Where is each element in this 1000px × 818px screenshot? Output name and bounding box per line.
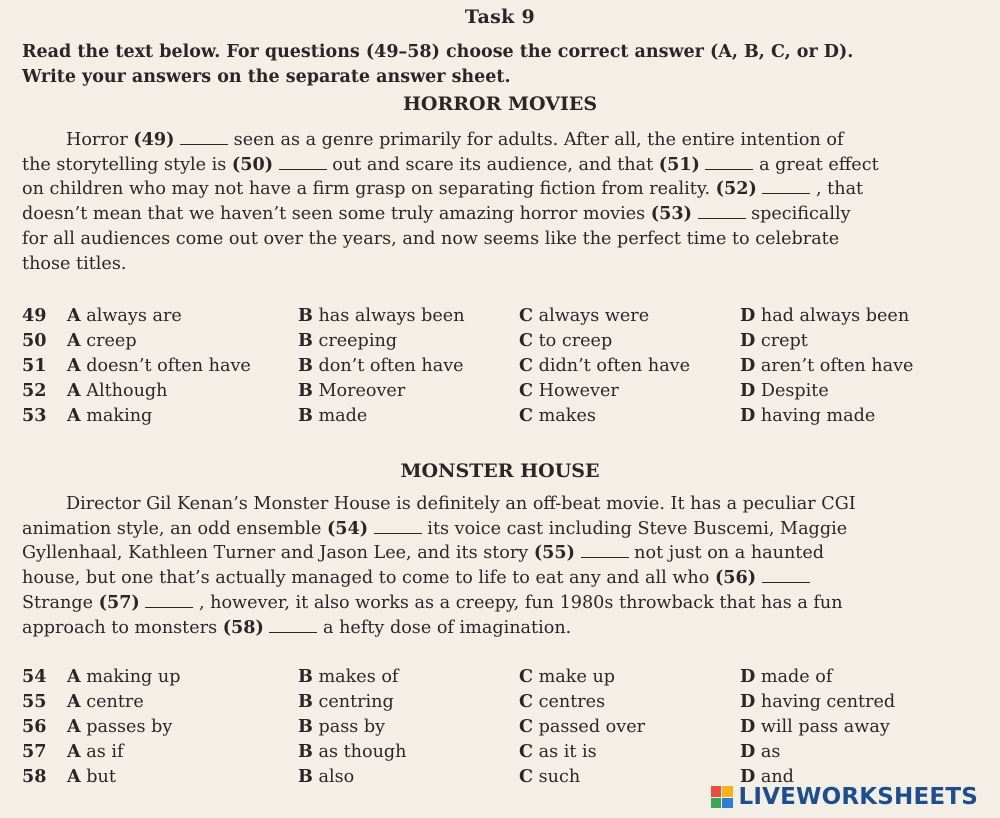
question-number: 57 xyxy=(22,741,47,762)
question-number-marker: (53) xyxy=(650,203,692,225)
question-number: 52 xyxy=(22,380,47,401)
option-letter: B xyxy=(298,380,313,401)
passage-text: a great effect xyxy=(753,154,879,175)
option-text: made xyxy=(318,406,368,426)
passage-text: those titles. xyxy=(22,253,127,274)
option-letter: C xyxy=(519,691,534,712)
option-letter: C xyxy=(519,741,534,762)
passage-text: out and scare its audience, and that xyxy=(326,154,659,175)
option-c[interactable] xyxy=(519,766,580,787)
passage-text: , however, it also works as a creepy, fun 1980s throwback that has a fun xyxy=(193,592,843,613)
passage-text: Strange xyxy=(22,592,99,613)
option-d[interactable] xyxy=(740,405,875,426)
option-c[interactable] xyxy=(519,716,645,737)
option-text: creep xyxy=(86,331,137,351)
liveworksheets-logo-icon xyxy=(711,786,733,808)
passage-text: Horror xyxy=(66,130,134,150)
option-text: don’t often have xyxy=(318,356,464,376)
task-title: Task 9 xyxy=(464,6,536,28)
question-number: 49 xyxy=(22,305,47,326)
instruction-line: Read the text below. For questions (49–58) choose the correct answer (A, B, C, or D). xyxy=(22,42,854,62)
options-horror xyxy=(22,305,982,430)
option-text: having centred xyxy=(760,692,896,712)
option-a[interactable] xyxy=(67,305,182,326)
option-letter: A xyxy=(67,405,81,426)
question-row xyxy=(22,666,982,691)
option-letter: A xyxy=(67,666,81,687)
option-letter: A xyxy=(67,380,81,401)
option-letter: B xyxy=(298,716,313,737)
section-heading-monster-house: MONSTER HOUSE xyxy=(400,460,600,482)
brand-watermark xyxy=(711,782,978,812)
option-text: as it is xyxy=(538,742,597,762)
option-text: has always been xyxy=(318,306,465,326)
passage-line xyxy=(22,517,968,542)
option-text: centring xyxy=(318,692,394,712)
option-d[interactable] xyxy=(740,305,909,326)
question-number-marker: (55) xyxy=(533,542,575,564)
option-a[interactable] xyxy=(67,741,124,762)
option-text: centre xyxy=(86,692,144,712)
question-number: 53 xyxy=(22,405,47,426)
option-text: centres xyxy=(538,692,606,712)
answer-blank xyxy=(279,155,327,170)
question-number: 58 xyxy=(22,766,47,787)
option-letter: A xyxy=(67,741,81,762)
option-letter: B xyxy=(298,666,313,687)
option-c[interactable] xyxy=(519,330,612,351)
option-letter: C xyxy=(519,355,534,376)
question-number-marker: (56) xyxy=(714,567,757,589)
option-text: always were xyxy=(538,306,650,326)
option-b[interactable] xyxy=(298,305,465,326)
question-row xyxy=(22,405,982,430)
section-heading-horror: HORROR MOVIES xyxy=(402,93,598,115)
question-number: 54 xyxy=(22,666,47,687)
option-c[interactable] xyxy=(519,741,597,762)
options-monster-house xyxy=(22,666,982,791)
question-number-marker: (50) xyxy=(231,153,274,175)
passage-text: not just on a haunted xyxy=(628,543,825,564)
option-text: didn’t often have xyxy=(538,356,691,376)
option-letter: B xyxy=(298,405,313,426)
option-c[interactable] xyxy=(519,305,649,326)
option-text: making xyxy=(86,406,153,426)
option-letter: C xyxy=(519,380,534,401)
option-text: passes by xyxy=(86,717,173,737)
question-number-marker: (49) xyxy=(133,129,175,150)
option-b[interactable] xyxy=(298,766,354,787)
passage-text: specifically xyxy=(745,204,851,225)
answer-blank xyxy=(762,179,810,194)
option-a[interactable] xyxy=(67,380,168,401)
instruction-line: Write your answers on the separate answer sheet. xyxy=(22,67,511,87)
passage-text: animation style, an odd ensemble xyxy=(22,518,327,539)
option-letter: B xyxy=(298,691,313,712)
option-d[interactable] xyxy=(740,380,829,401)
passage-text: on children who may not have a firm grasp on separating fiction from reality. xyxy=(22,179,716,200)
passage-line xyxy=(22,177,968,202)
option-text: made of xyxy=(760,667,833,687)
option-text: and xyxy=(760,767,794,787)
option-text: will pass away xyxy=(760,717,890,737)
option-text: also xyxy=(318,767,355,787)
option-d[interactable] xyxy=(740,716,890,737)
option-letter: B xyxy=(298,305,313,326)
option-letter: D xyxy=(740,380,756,401)
option-letter: A xyxy=(67,330,81,351)
option-d[interactable] xyxy=(740,691,895,712)
option-a[interactable] xyxy=(67,716,172,737)
option-text: creeping xyxy=(318,331,398,351)
option-a[interactable] xyxy=(67,405,152,426)
option-letter: D xyxy=(740,305,756,326)
question-number-marker: (52) xyxy=(715,178,757,200)
option-letter: C xyxy=(519,666,534,687)
option-letter: A xyxy=(67,691,81,712)
passage-line xyxy=(22,616,968,641)
passage-text: Director Gil Kenan’s Monster House is definitely an off-beat movie. It has a peculiar CGI xyxy=(66,494,856,514)
option-text: doesn’t often have xyxy=(86,356,251,376)
answer-blank xyxy=(698,204,746,219)
passage-text: , that xyxy=(810,179,864,200)
passage-line xyxy=(22,252,968,277)
option-text: making up xyxy=(86,667,181,687)
instructions xyxy=(22,40,972,90)
passage-text: the storytelling style is xyxy=(22,154,232,175)
passage-text: a hefty dose of imagination. xyxy=(317,617,572,638)
option-letter: C xyxy=(519,766,534,787)
option-d[interactable] xyxy=(740,355,913,376)
option-text: such xyxy=(538,767,581,787)
option-text: Moreover xyxy=(318,381,406,401)
option-d[interactable] xyxy=(740,741,780,762)
question-row xyxy=(22,691,982,716)
option-letter: A xyxy=(67,305,81,326)
passage-line xyxy=(22,591,968,616)
question-row xyxy=(22,741,982,766)
option-c[interactable] xyxy=(519,380,619,401)
option-text: make up xyxy=(538,667,616,687)
option-letter: D xyxy=(740,691,756,712)
option-b[interactable] xyxy=(298,380,405,401)
option-letter: D xyxy=(740,405,756,426)
answer-blank xyxy=(705,155,753,170)
option-text: makes xyxy=(538,406,596,426)
answer-blank xyxy=(180,130,228,145)
passage-line xyxy=(22,492,968,517)
option-c[interactable] xyxy=(519,691,605,712)
passage-monster-house xyxy=(22,492,968,640)
option-letter: D xyxy=(740,741,756,762)
option-b[interactable] xyxy=(298,741,407,762)
option-a[interactable] xyxy=(67,666,181,687)
question-number-marker: (57) xyxy=(98,591,140,613)
option-letter: C xyxy=(519,405,534,426)
option-a[interactable] xyxy=(67,330,137,351)
passage-line xyxy=(22,541,968,566)
option-b[interactable] xyxy=(298,666,398,687)
option-b[interactable] xyxy=(298,691,394,712)
passage-text: its voice cast including Steve Buscemi, Maggie xyxy=(421,518,848,539)
option-text: passed over xyxy=(538,717,646,737)
option-b[interactable] xyxy=(298,405,367,426)
option-b[interactable] xyxy=(298,355,464,376)
option-d[interactable] xyxy=(740,666,832,687)
passage-text: approach to monsters xyxy=(22,617,223,638)
option-letter: C xyxy=(519,716,534,737)
passage-text: Gyllenhaal, Kathleen Turner and Jason Lee, and its story xyxy=(22,543,534,564)
passage-line xyxy=(22,566,968,591)
answer-blank xyxy=(374,519,422,534)
option-d[interactable] xyxy=(740,330,808,351)
question-row xyxy=(22,716,982,741)
option-text: Although xyxy=(86,381,168,401)
question-row xyxy=(22,305,982,330)
option-text: as though xyxy=(318,742,407,762)
answer-blank xyxy=(145,593,193,608)
question-row xyxy=(22,380,982,405)
option-a[interactable] xyxy=(67,355,251,376)
question-number-marker: (54) xyxy=(326,517,369,539)
option-letter: B xyxy=(298,330,313,351)
question-number: 55 xyxy=(22,691,47,712)
option-letter: D xyxy=(740,666,756,687)
option-letter: C xyxy=(519,330,534,351)
option-text: had always been xyxy=(760,306,910,326)
option-b[interactable] xyxy=(298,330,397,351)
option-letter: D xyxy=(740,766,756,787)
option-text: However xyxy=(538,381,619,401)
option-letter: D xyxy=(740,716,756,737)
option-letter: A xyxy=(67,766,81,787)
passage-line xyxy=(22,202,968,227)
option-b[interactable] xyxy=(298,716,385,737)
option-text: as if xyxy=(86,742,124,762)
question-number: 50 xyxy=(22,330,47,351)
option-a[interactable] xyxy=(67,691,144,712)
option-letter: B xyxy=(298,741,313,762)
option-letter: A xyxy=(67,716,81,737)
answer-blank xyxy=(269,618,317,633)
question-number: 51 xyxy=(22,355,47,376)
option-text: makes of xyxy=(318,667,399,687)
question-number-marker: (58) xyxy=(222,616,264,638)
answer-blank xyxy=(581,543,629,558)
passage-line xyxy=(22,128,968,153)
option-letter: C xyxy=(519,305,534,326)
passage-text: for all audiences come out over the years, and now seems like the perfect time to celebrate xyxy=(22,228,840,249)
passage-line xyxy=(22,227,968,252)
passage-text: doesn’t mean that we haven’t seen some truly amazing horror movies xyxy=(22,204,651,225)
option-text: but xyxy=(86,767,116,787)
passage-text: house, but one that’s actually managed to come to life to eat any and all who xyxy=(22,568,715,589)
passage-line xyxy=(22,153,968,178)
question-number: 56 xyxy=(22,716,47,737)
option-text: always are xyxy=(86,306,182,326)
option-c[interactable] xyxy=(519,355,690,376)
option-letter: B xyxy=(298,766,313,787)
option-text: having made xyxy=(760,406,876,426)
option-letter: B xyxy=(298,355,313,376)
option-text: crept xyxy=(760,331,808,351)
question-row xyxy=(22,355,982,380)
option-text: Despite xyxy=(760,381,829,401)
option-letter: D xyxy=(740,355,756,376)
brand-text: LIVEWORKSHEETS xyxy=(738,784,978,810)
passage-text: seen as a genre primarily for adults. After all, the entire intention of xyxy=(228,130,844,150)
question-number-marker: (51) xyxy=(658,153,700,175)
answer-blank xyxy=(762,568,810,583)
option-text: to creep xyxy=(538,331,613,351)
option-letter: A xyxy=(67,355,81,376)
option-c[interactable] xyxy=(519,666,615,687)
option-text: as xyxy=(760,742,781,762)
option-a[interactable] xyxy=(67,766,116,787)
option-c[interactable] xyxy=(519,405,596,426)
option-text: pass by xyxy=(318,717,386,737)
passage-horror xyxy=(22,128,968,276)
question-row xyxy=(22,330,982,355)
option-text: aren’t often have xyxy=(760,356,914,376)
option-letter: D xyxy=(740,330,756,351)
